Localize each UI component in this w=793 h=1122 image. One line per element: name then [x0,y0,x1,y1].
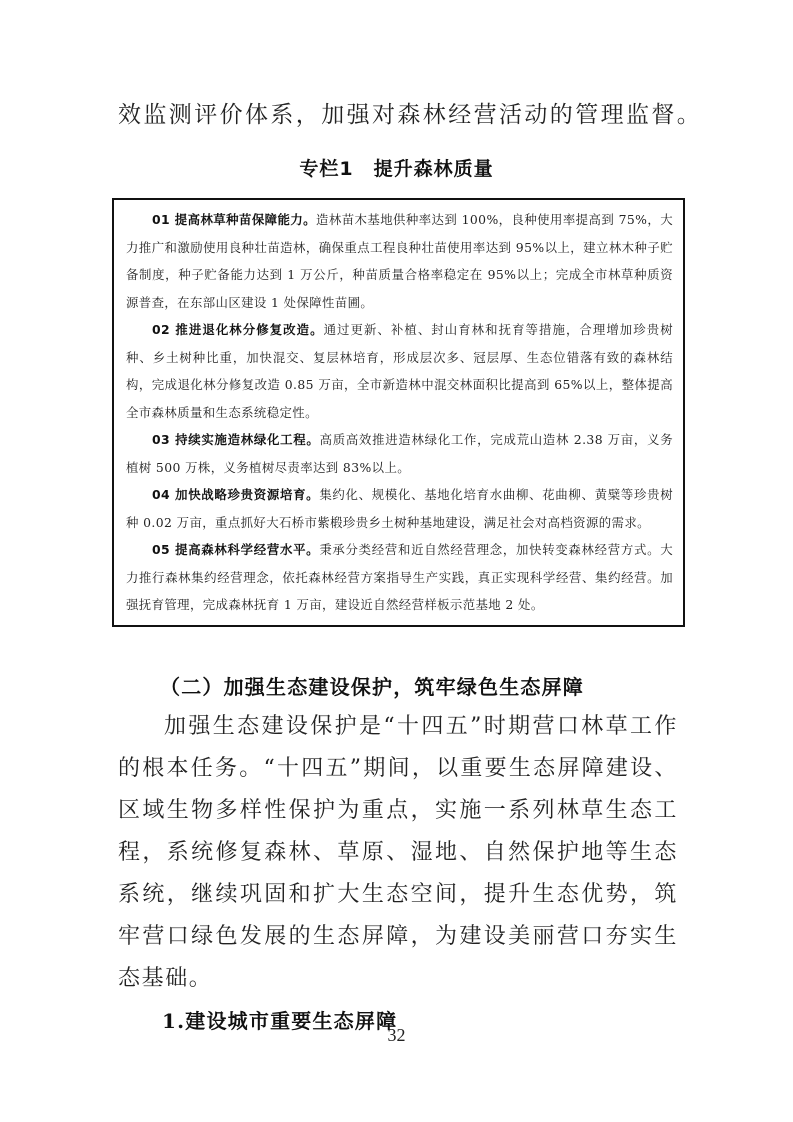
box-item-02 [126,316,673,426]
box-title: 专栏1 提升森林质量 [299,158,494,180]
section-body [118,670,678,1038]
box-item-05 [126,536,673,619]
box-item-01 [126,206,673,316]
feature-box-content [126,206,673,619]
box-item-text: 高质高效推进造林绿化工作，完成荒山造林 2.38 万亩，义务植树 500 万株，义务植树尽责率达到 83%以上。 [126,432,673,475]
box-item-04 [126,481,673,536]
box-item-text: 秉承分类经营和近自然经营理念，加快转变森林经营方式。大力推行森林集约经营理念，依托森林经营方案指导生产实践，真正实现科学经营、集约经营。加强抚育管理，完成森林抚育 1 万亩，建设近自然经营样板示范基地 2 处。 [126,542,673,612]
section-heading: （二）加强生态建设保护，筑牢绿色生态屏障 [160,675,584,699]
section-paragraph: 加强生态建设保护是“十四五”时期营口林草工作的根本任务。“十四五”期间，以重要生态屏障建设、区域生物多样性保护为重点，实施一系列林草生态工程，系统修复森林、草原、湿地、自然保护地等生态系统，继续巩固和扩大生态空间，提升生态优势，筑牢营口绿色发展的生态屏障，为建设美丽营口夯实生态基础。 [118,714,678,991]
page-number: 32 [387,1025,406,1045]
box-item-text: 造林苗木基地供种率达到 100%，良种使用率提高到 75%，大力推广和激励使用良种壮苗造林，确保重点工程良种壮苗使用率达到 95%以上，建立林木种子贮备制度，种子贮备能力达到 1 万公斤，种苗质量合格率稳定在 95%以上；完成全市林草种质资源普查，在东部山区建设 1 处保障性苗圃。 [126,212,673,310]
box-item-text: 通过更新、补植、封山育林和抚育等措施，合理增加珍贵树种、乡土树种比重，加快混交、复层林培育，形成层次多、冠层厚、生态位错落有致的森林结构，完成退化林分修复改造 0.85 万亩，全市新造林中混交林面积比提高到 65%以上，整体提高全市森林质量和生态系统稳定性。 [126,322,673,420]
box-item-lead: 05 提高森林科学经营水平。 [152,542,320,557]
box-item-03 [126,426,673,481]
subsection-heading: 1.建设城市重要生态屏障 [162,1009,398,1033]
box-item-lead: 02 推进退化林分修复改造。 [152,322,324,337]
feature-box [112,198,685,627]
box-item-text: 集约化、规模化、基地化培育水曲柳、花曲柳、黄檗等珍贵树种 0.02 万亩，重点抓好大石桥市紫椴珍贵乡土树种基地建设，满足社会对高档资源的需求。 [126,487,673,530]
box-item-lead: 04 加快战略珍贵资源培育。 [152,487,320,502]
box-item-lead: 03 持续实施造林绿化工程。 [152,432,320,447]
continued-paragraph-line: 效监测评价体系，加强对森林经营活动的管理监督。 [118,102,703,128]
box-item-lead: 01 提高林草种苗保障能力。 [152,212,317,227]
